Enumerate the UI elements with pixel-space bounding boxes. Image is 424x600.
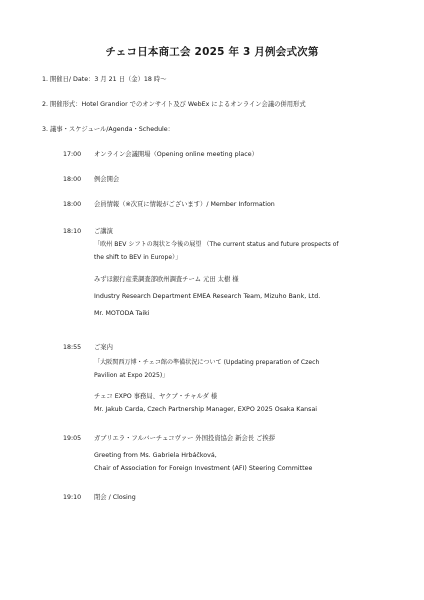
item-date: 1. 開催日/ Date：3 月 21 日（金）18 時～ xyxy=(42,76,167,83)
schedule-time: 19:05 xyxy=(63,435,82,442)
greeting-line2: Chair of Association for Foreign Investment (AFI) Steering Committee xyxy=(94,465,313,472)
document-title: チェコ日本商工会 2025 年 3 月例会式次第 xyxy=(105,46,319,58)
speaker-affiliation-jp: みずほ銀行産業調査部欧州調査チーム 元田 太樹 様 xyxy=(94,276,239,283)
item-agenda: 3. 議事・スケジュール/Agenda・Schedule： xyxy=(42,126,174,133)
lecture-title-line1: 「欧州 BEV シフトの現状と今後の展望 （The current status and future prospects of xyxy=(94,241,339,248)
schedule-text: ガブリエラ・フルバーチュコヴァー 外国投資協会 新会長 ご挨拶 xyxy=(94,435,275,442)
schedule-time: 18:00 xyxy=(63,176,82,183)
speaker-name: Mr. MOTODA Taiki xyxy=(94,310,150,317)
schedule-text: 会員情報（※次頁に情報がございます）/ Member Information xyxy=(94,201,275,208)
schedule-text: オンライン会議開場（Opening online meeting place） xyxy=(94,151,258,158)
lecture-title-line2: the shift to BEV in Europe）」 xyxy=(94,254,182,261)
presenter-en: Mr. Jakub Carda, Czech Partnership Manager, EXPO 2025 Osaka Kansai xyxy=(94,406,318,413)
greeting-line1: Greeting from Ms. Gabriela Hrbáčková, xyxy=(94,452,217,459)
schedule-time: 18:10 xyxy=(63,228,82,235)
schedule-time: 18:55 xyxy=(63,344,82,351)
speaker-affiliation-en: Industry Research Department EMEA Research Team, Mizuho Bank, Ltd. xyxy=(94,293,321,300)
announcement-title-line2: Pavilion at Expo 2025)」 xyxy=(94,372,169,379)
item-format: 2. 開催形式：Hotel Grandior でのオンサイト及び WebEx によるオンライン会議の併用形式 xyxy=(42,101,306,108)
schedule-text: ご案内 xyxy=(94,344,113,351)
schedule-text: 閉会 / Closing xyxy=(94,494,136,501)
schedule-text: ご講演 xyxy=(94,228,113,235)
schedule-time: 18:00 xyxy=(63,201,82,208)
schedule-time: 17:00 xyxy=(63,151,82,158)
announcement-title-line1: 「大阪関西万博・チェコ館の準備状況について (Updating preparation of Czech xyxy=(94,359,320,366)
schedule-text: 例会開会 xyxy=(94,176,120,183)
schedule-time: 19:10 xyxy=(63,494,82,501)
presenter-jp: チェコ EXPO 事務局、ヤクブ・チャルダ 様 xyxy=(94,393,218,400)
